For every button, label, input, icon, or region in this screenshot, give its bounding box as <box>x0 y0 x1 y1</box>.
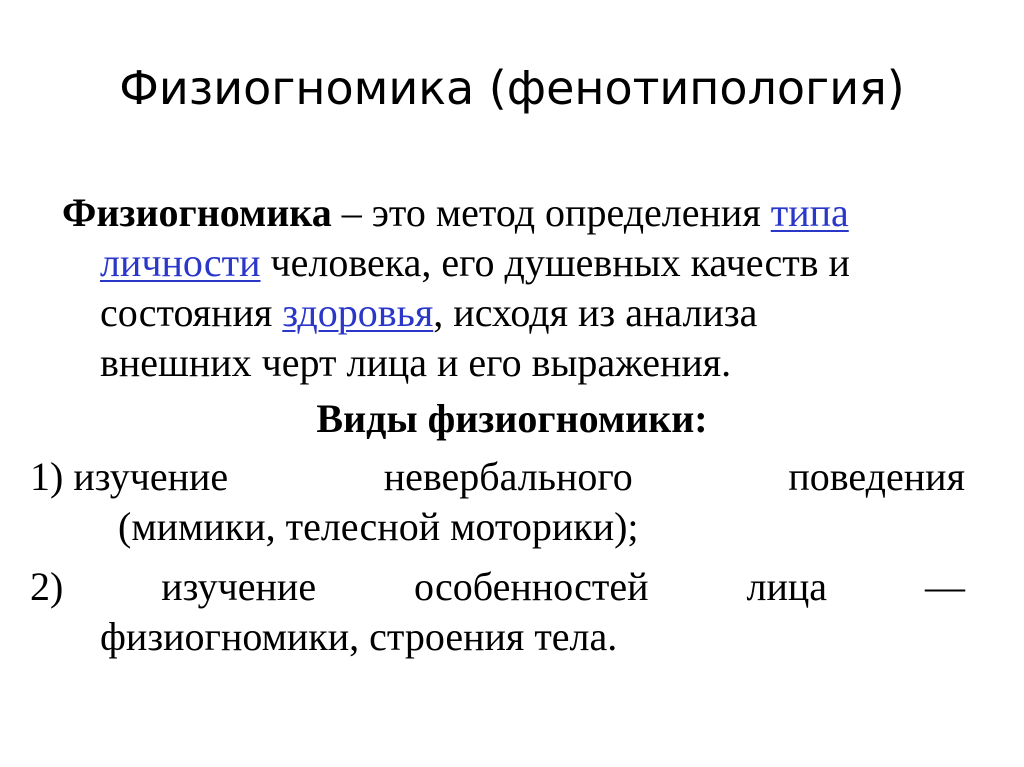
list-item-word: поведения <box>788 454 965 499</box>
slide-title: Физиогномика (фенотипология) <box>119 61 905 115</box>
definition-term: Физиогномика <box>62 190 332 235</box>
list-item-continuation: физиогномики, строения тела. <box>100 614 618 659</box>
list-item-number-and-word <box>30 452 228 502</box>
list-item-word: лица <box>746 564 828 609</box>
link-personality-type-part1[interactable]: типа <box>770 190 849 235</box>
list-item-number: 1) <box>30 454 64 499</box>
link-personality-type-part2[interactable]: личности <box>100 240 261 285</box>
link-health[interactable]: здоровья <box>282 290 434 335</box>
definition-line-2 <box>62 238 962 288</box>
definition-text-3b: , исходя из анализа <box>433 290 758 335</box>
definition-line-4: внешних черт лица и его выражения. <box>100 340 732 385</box>
list-item-word: особенностей <box>414 564 649 609</box>
definition-text-3a: состояния <box>100 290 283 335</box>
types-subheading: Виды физиогномики: <box>316 396 708 441</box>
list-item-word: изучение <box>73 454 229 499</box>
list-item-number: 2) <box>30 564 64 609</box>
list-item <box>30 452 965 552</box>
list-item-first-line <box>30 452 965 502</box>
definition-paragraph <box>62 188 962 388</box>
list-item-word: невербального <box>383 454 633 499</box>
list-item-continuation: (мимики, телесной моторики); <box>118 504 639 549</box>
definition-line-1 <box>62 188 962 238</box>
definition-text-1: – это метод определения <box>331 190 771 235</box>
list-item-word: — <box>924 564 965 609</box>
list-item-first-line <box>30 562 965 612</box>
list-item-word: изучение <box>161 564 317 609</box>
list-item <box>30 562 965 662</box>
definition-text-2: человека, его душевных качеств и <box>260 240 850 285</box>
definition-line-3 <box>62 288 962 338</box>
